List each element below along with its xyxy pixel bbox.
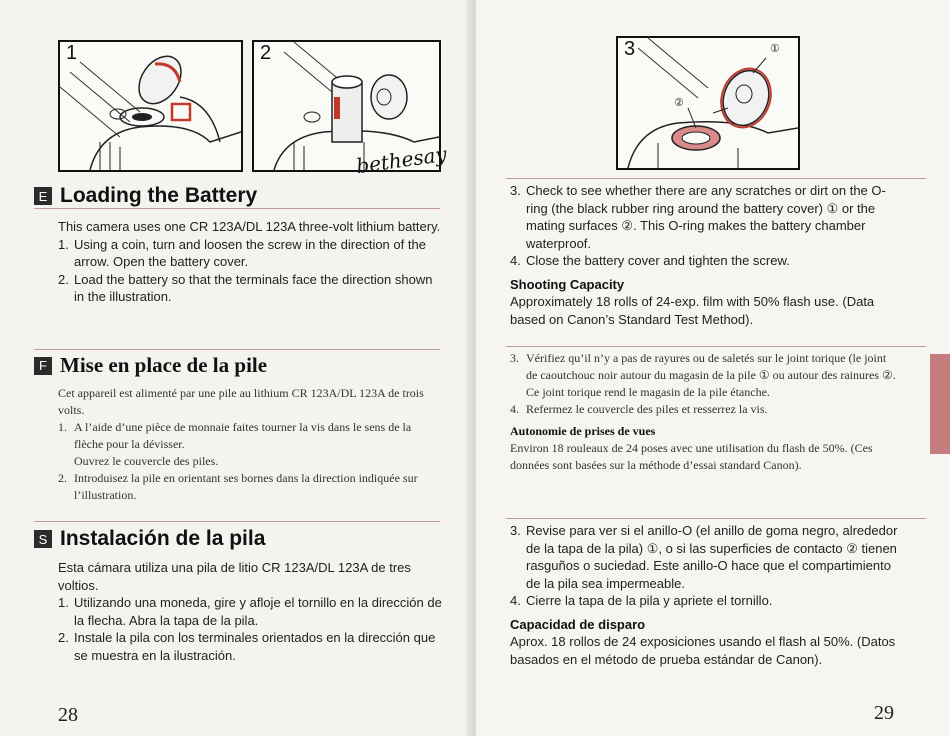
- sub-text: Approximately 18 rolls of 24-exp. film with 50% flash use. (Data based on Canon’s Standard Test Method).: [510, 294, 875, 327]
- intro-text: Cet appareil est alimenté par une pile au lithium CR 123A/DL 123A de trois volts.: [58, 386, 424, 417]
- callout-2: ②: [674, 97, 684, 109]
- illustration-number: 3: [624, 38, 636, 60]
- list-item: 2. Load the battery so that the terminals face the direction shown in the illustration.: [58, 271, 433, 304]
- list-item: 3. Vérifiez qu’il n’y a pas de rayures ou de saletés sur le joint torique (le joint de caoutchouc noir autour du magasin de la pile ① ou autour des rainures ②. Ce joint torique rend le magasin de la pile étanche.: [510, 351, 896, 399]
- list-item: 4. Close the battery cover and tighten the screw.: [510, 253, 790, 268]
- language-badge: E: [34, 187, 52, 205]
- spanish-body: [510, 522, 902, 668]
- section-divider: [506, 178, 926, 179]
- list-item: Ouvrez le couvercle des piles.: [74, 454, 219, 468]
- illustration-o-ring: [616, 36, 800, 170]
- left-page: [0, 0, 472, 736]
- callout-1: ①: [770, 43, 780, 55]
- section-divider: [34, 521, 440, 522]
- camera-coin-illustration: [60, 42, 241, 170]
- section-title: Loading the Battery: [60, 184, 258, 207]
- list-item: 1. A l’aide d’une pièce de monnaie faites tourner la vis dans le sens de la flèche pour la dévisser.: [58, 420, 412, 451]
- subheading: Autonomie de prises de vues: [510, 424, 656, 438]
- thumb-index-tab: [930, 354, 950, 454]
- list-item: 3. Check to see whether there are any scratches or dirt on the O-ring (the black rubber ring around the battery cover) ① or the mating surfaces ②. This O-ring makes the battery chamber waterproof.: [510, 183, 886, 251]
- page-number: 28: [58, 704, 78, 726]
- section-divider: [34, 208, 440, 209]
- section-title: Mise en place de la pile: [60, 353, 268, 377]
- french-body: [58, 385, 434, 504]
- french-body: [510, 350, 896, 474]
- section-title: Instalación de la pila: [60, 527, 266, 550]
- english-body: [510, 182, 902, 328]
- list-item: 2. Instale la pila con los terminales orientados en la dirección que se muestra en la ilustración.: [58, 630, 436, 663]
- right-page: [476, 0, 950, 736]
- list-item: 2. Introduisez la pile en orientant ses bornes dans la direction indiquée sur l’illustration.: [58, 471, 418, 502]
- handwritten-signature: bethesay: [354, 141, 449, 179]
- o-ring-illustration: [618, 38, 798, 168]
- illustration-number: 1: [66, 42, 78, 64]
- section-header-english: [34, 184, 257, 208]
- subheading: Capacidad de disparo: [510, 616, 646, 632]
- list-item: 4. Cierre la tapa de la pila y apriete el tornillo.: [510, 593, 773, 608]
- english-body: [58, 218, 442, 306]
- spanish-body: [58, 559, 442, 664]
- language-badge: F: [34, 357, 52, 375]
- list-item: 4. Refermez le couvercle des piles et resserrez la vis.: [510, 402, 768, 416]
- language-badge: S: [34, 530, 52, 548]
- sub-text: Aprox. 18 rollos de 24 exposiciones usando el flash al 50%. (Datos basados en el método de prueba estándar de Canon).: [510, 634, 896, 667]
- page-number: 29: [874, 702, 894, 724]
- section-divider: [506, 518, 926, 519]
- illustration-open-cover: [58, 40, 243, 172]
- list-item: 1. Utilizando una moneda, gire y afloje el tornillo en la dirección de la flecha. Abra la tapa de la pila.: [58, 595, 442, 628]
- section-header-spanish: [34, 527, 265, 551]
- section-divider: [34, 349, 440, 350]
- intro-text: Esta cámara utiliza una pila de litio CR 123A/DL 123A de tres voltios.: [58, 560, 411, 593]
- illustration-number: 2: [260, 42, 272, 64]
- list-item: 1. Using a coin, turn and loosen the screw in the direction of the arrow. Open the battery cover.: [58, 236, 426, 269]
- section-header-french: [34, 353, 267, 378]
- sub-text: Environ 18 rouleaux de 24 poses avec une utilisation du flash de 50%. (Ces données sont basées sur la méthode d’essai standard Canon).: [510, 441, 873, 472]
- section-divider: [506, 346, 926, 347]
- list-item: 3. Revise para ver si el anillo-O (el anillo de goma negro, alrededor de la tapa de la pila) ①, o si las superficies de contacto ② tienen rasguños o suciedad. Este anillo-O hace que el compartimiento de la pila sea impermeable.: [510, 523, 898, 591]
- subheading: Shooting Capacity: [510, 276, 625, 292]
- intro-text: This camera uses one CR 123A/DL 123A three-volt lithium battery.: [58, 219, 441, 234]
